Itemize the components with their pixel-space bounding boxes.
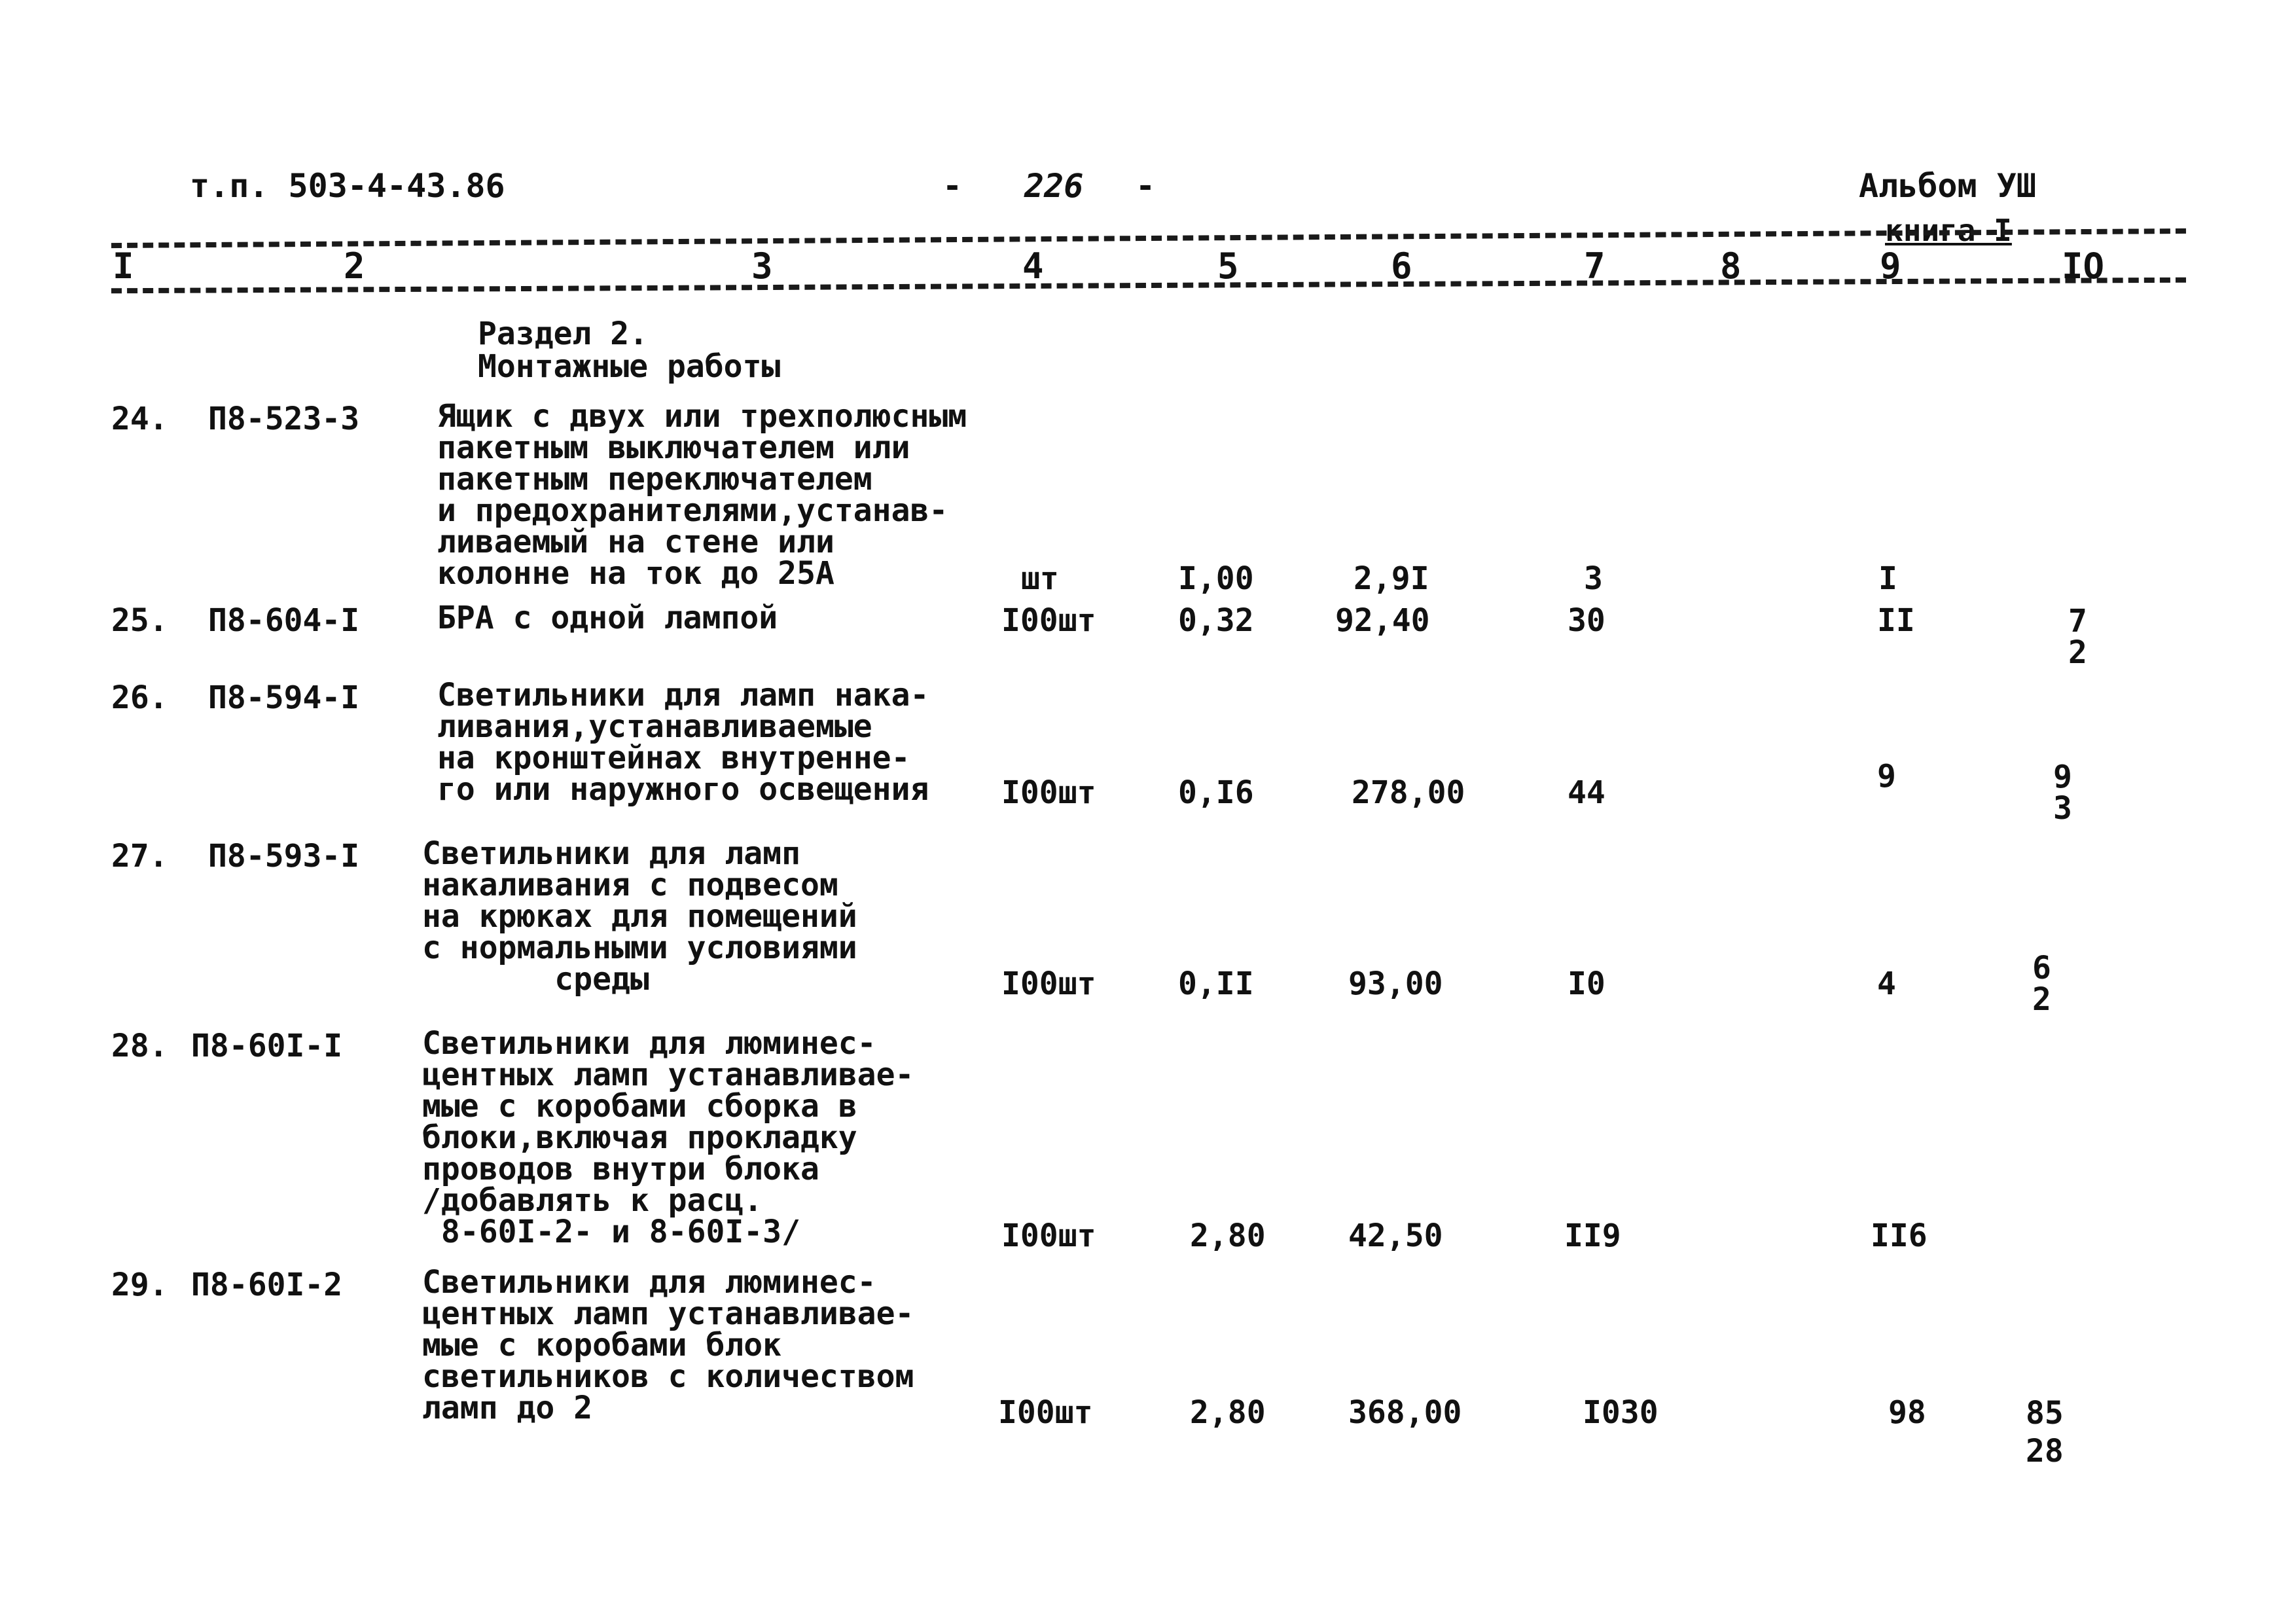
section-heading [478,317,780,383]
machine-cost-bottom: 3 [2053,790,2072,827]
column-number-1: I [113,245,134,287]
wage-cost: II [1877,602,1915,639]
rate-code: П8-523-3 [208,401,360,437]
unit-cost: 278,00 [1352,774,1465,811]
work-description: Светильники для люминес- центных ламп устанавливае- мые с коробами блок светильников с количеством ламп до 2 [422,1264,914,1426]
machine-cost-fraction [2032,950,2051,1018]
total-cost: II9 [1564,1218,1621,1254]
rate-code: П8-593-I [208,838,360,875]
row-number: 25. [111,602,168,639]
machine-cost-fraction [2026,1394,2064,1470]
row-number: 29. [111,1267,168,1303]
work-description: Ящик с двух или трехполюсным пакетным выключателем или пакетным переключателем и предохранителями,устанав- ливаемый на стене или колонне на ток до 25А [437,398,967,592]
column-number-2: 2 [344,245,365,287]
machine-cost-bottom: 2 [2032,981,2051,1018]
work-description: БРА с одной лампой [437,600,778,636]
header-dash-right: - [1136,167,1156,205]
machine-cost-bottom: 2 [2068,634,2087,671]
column-number-3: 3 [751,245,773,287]
machine-cost-fraction [2068,603,2087,671]
work-description: Светильники для ламп нака- ливания,устанавливаемые на кронштейнах внутренне- го или наружного освещения [437,677,929,808]
quantity: 2,80 [1190,1394,1266,1431]
total-cost: 3 [1584,560,1603,597]
album-label: Альбом УШ [1859,167,2036,205]
quantity: I,00 [1178,560,1254,597]
column-number-4: 4 [1022,245,1044,287]
wage-cost: II6 [1871,1218,1928,1254]
header-rule-bottom [111,278,2186,294]
rate-code: П8-594-I [208,679,360,716]
unit-cost: 2,9I [1354,560,1429,597]
column-number-6: 6 [1391,245,1412,287]
wage-cost: I [1878,560,1897,597]
machine-cost-top: 85 [2026,1395,2064,1432]
unit: I00шт [998,1394,1093,1431]
column-number-5: 5 [1217,245,1239,287]
work-description: Светильники для ламп накаливания с подвесом на крюках для помещений с нормальными условиями среды [422,835,857,998]
header-rule-top [111,228,2186,248]
row-number: 26. [111,679,168,716]
row-number: 24. [111,401,168,437]
machine-cost-fraction [2053,759,2072,827]
header-dash-left: - [942,167,963,205]
quantity: 0,I6 [1178,774,1254,811]
section-subtitle: Монтажные работы [478,348,781,385]
machine-cost-top: 9 [2053,759,2072,795]
total-cost: I030 [1583,1394,1659,1431]
page-number: 226 [1024,167,1084,205]
unit-cost: 42,50 [1348,1218,1443,1254]
row-number: 28. [111,1028,168,1064]
column-number-9: 9 [1880,245,1901,287]
document-code: т.п. 503-4-43.86 [190,167,505,205]
unit-cost: 93,00 [1348,965,1443,1002]
quantity: 0,II [1178,965,1254,1002]
column-number-8: 8 [1720,245,1742,287]
rate-code: П8-604-I [208,602,360,639]
wage-cost: 4 [1877,965,1896,1002]
quantity: 0,32 [1178,602,1254,639]
wage-cost: 98 [1888,1394,1926,1431]
machine-cost-top: 7 [2068,603,2087,640]
column-number-10: IO [2062,245,2105,287]
wage-cost: 9 [1877,758,1896,795]
unit-cost: 92,40 [1335,602,1430,639]
rate-code: П8-60I-I [191,1028,343,1064]
unit: шт [1021,560,1059,597]
unit: I00шт [1001,774,1096,811]
total-cost: 44 [1568,774,1605,811]
total-cost: 30 [1568,602,1605,639]
book-label: книга I [1885,213,2012,248]
machine-cost-bottom: 28 [2026,1433,2064,1470]
section-title: Раздел 2. [478,316,649,352]
column-number-7: 7 [1584,245,1605,287]
unit-cost: 368,00 [1348,1394,1462,1431]
unit: I00шт [1001,1218,1096,1254]
rate-code: П8-60I-2 [191,1267,343,1303]
work-description: Светильники для люминес- центных ламп устанавливае- мые с коробами сборка в блоки,включая прокладку проводов внутри блока /добавлять к расц. 8-60I-2- и 8-60I-3/ [422,1025,914,1250]
row-number: 27. [111,838,168,875]
unit: I00шт [1001,965,1096,1002]
machine-cost-top: 6 [2032,950,2051,986]
total-cost: I0 [1568,965,1605,1002]
quantity: 2,80 [1190,1218,1266,1254]
unit: I00шт [1001,602,1096,639]
